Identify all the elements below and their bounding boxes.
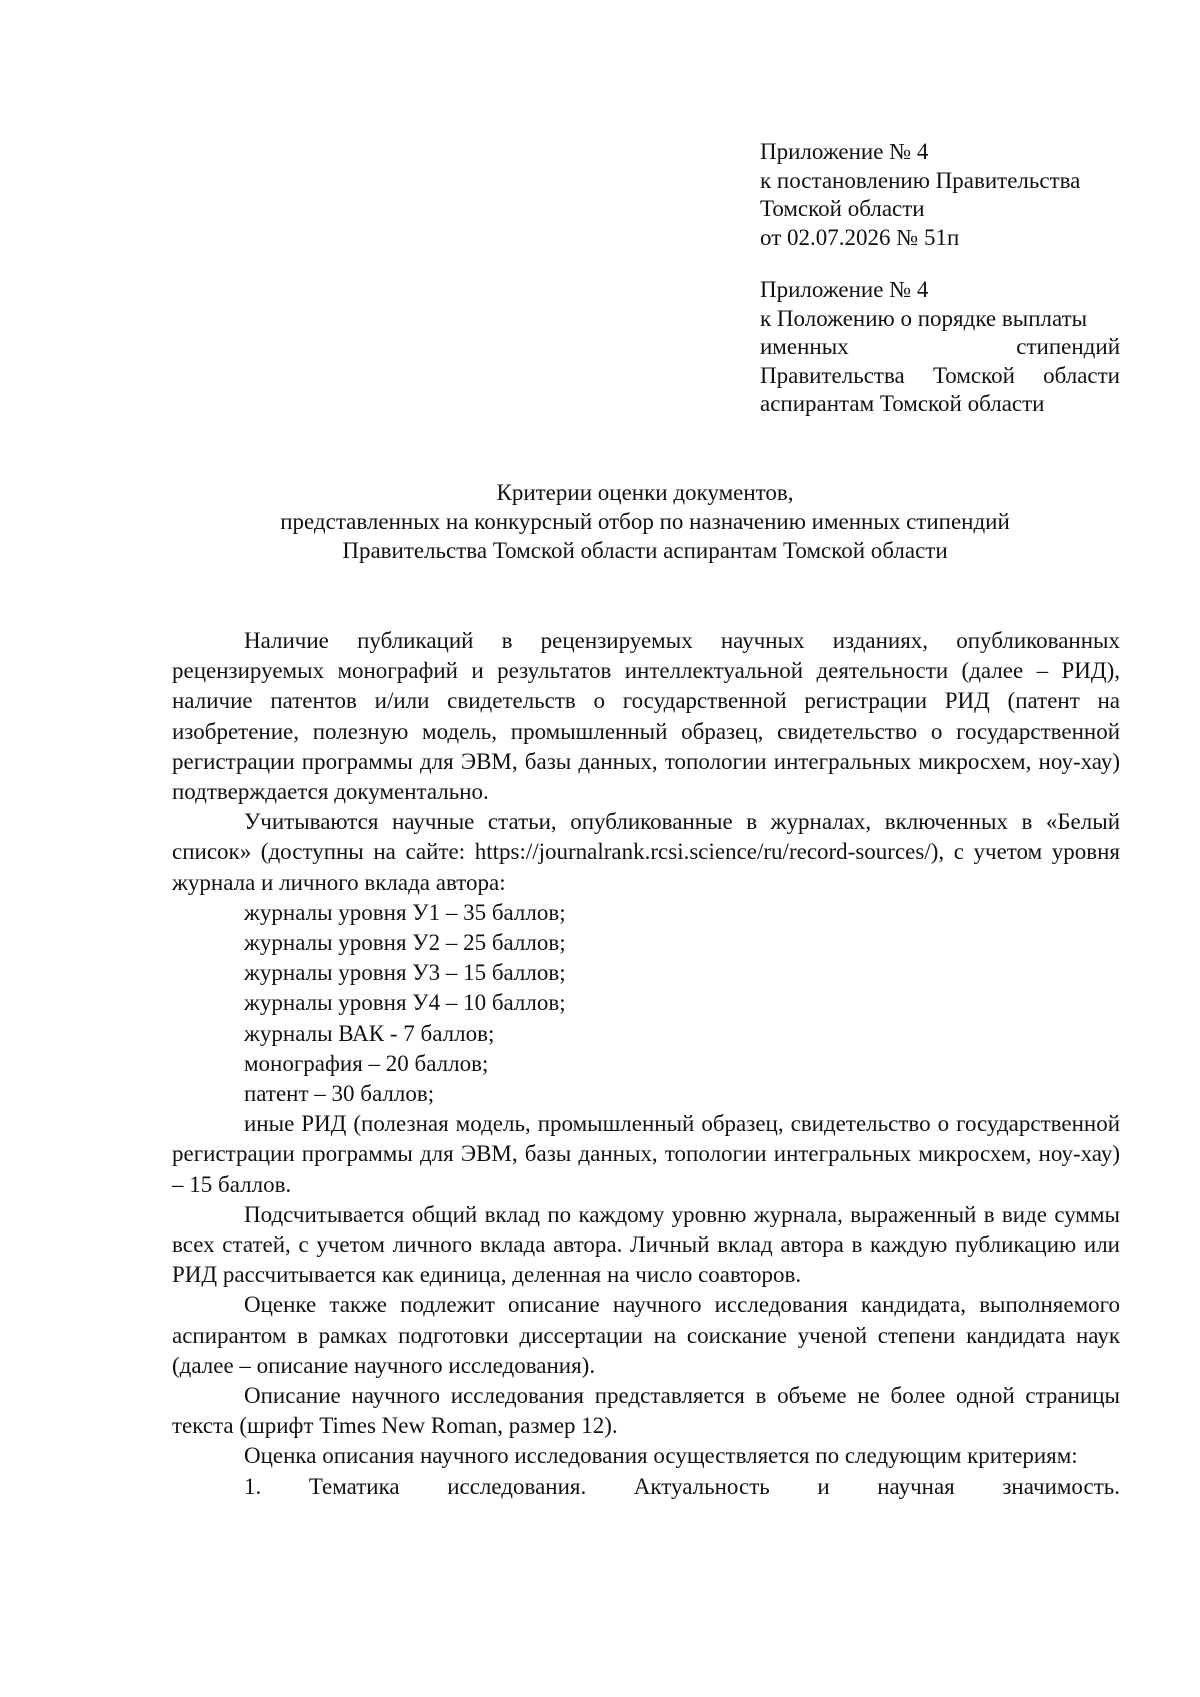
paragraph-description-format: Описание научного исследования представляется в объеме не более одной страницы текста (шрифт Times New Roman, размер 12). (172, 1383, 1120, 1439)
score-item: журналы ВАК - 7 баллов; (244, 1020, 495, 1046)
annex-line: Правительства Томской области (760, 362, 1120, 388)
annex-block-resolution (760, 138, 1120, 252)
title-line: Правительства Томской области аспирантам Томской области (342, 538, 948, 563)
annex-line: к Положению о порядке выплаты (760, 305, 1088, 331)
score-item: монография – 20 баллов; (244, 1050, 489, 1076)
paragraph-contribution: Подсчитывается общий вклад по каждому уровню журнала, выраженный в виде суммы всех статей, с учетом личного вклада автора. Личный вклад автора в каждую публикацию или РИД рассчитывается как единица, деленная на число соавторов. (172, 1201, 1120, 1288)
annex-line: Приложение № 4 (760, 277, 929, 302)
annex-line: именных стипендий (760, 334, 1120, 359)
score-item: журналы уровня У2 – 25 баллов; (244, 930, 566, 956)
annex-line: к постановлению Правительства (760, 167, 1081, 193)
annex-line: Приложение № 4 (760, 139, 929, 164)
score-item: журналы уровня У1 – 35 баллов; (244, 899, 566, 925)
score-item: патент – 30 баллов; (244, 1081, 435, 1107)
score-item: журналы уровня У4 – 10 баллов; (244, 990, 566, 1016)
document-body (172, 626, 1120, 1502)
title-line: представленных на конкурсный отбор по назначению именных стипендий (280, 509, 1010, 534)
annex-line: аспирантам Томской области (760, 391, 1045, 416)
paragraph-other-rid: иные РИД (полезная модель, промышленный образец, свидетельство о государственной регистрации программы для ЭВМ, базы данных, топологии интегральных микросхем, ноу-хау) – 15 баллов. (172, 1111, 1120, 1197)
document-title (170, 478, 1120, 565)
score-item: журналы уровня У3 – 15 баллов; (244, 960, 566, 986)
paragraph-criterion-1: 1. Тематика исследования. Актуальность и научная значимость. (244, 1473, 1120, 1499)
annex-block-regulation (760, 276, 1120, 419)
title-line: Критерии оценки документов, (496, 480, 794, 505)
paragraph-publications: Наличие публикаций в рецензируемых научных изданиях, опубликованных рецензируемых монографий и результатов интеллектуальной деятельности (далее – РИД), наличие патентов и/или свидетельств о государственной регистрации РИД (патент на изобретение, полезную модель, промышленный образец, свидетельство о государственной регистрации программы для ЭВМ, базы данных, топологии интегральных микросхем, ноу-хау) подтверждается документально. (172, 628, 1120, 805)
annex-line: Томской области (760, 196, 925, 221)
annex-line: от 02.07.2026 № 51п (760, 224, 960, 250)
paragraph-research-description: Оценке также подлежит описание научного исследования кандидата, выполняемого аспирантом в рамках подготовки диссертации на соискание ученой степени кандидата наук (далее – описание научного исследования). (172, 1292, 1120, 1378)
paragraph-evaluation-criteria: Оценка описания научного исследования осуществляется по следующим критериям: (244, 1443, 1078, 1469)
paragraph-articles: Учитываются научные статьи, опубликованные в журналах, включенных в «Белый список» (доступны на сайте: https://journalrank.rcsi.science/ru/record-sources/), с учетом уровня журнала и личного вклада автора: (172, 809, 1120, 895)
